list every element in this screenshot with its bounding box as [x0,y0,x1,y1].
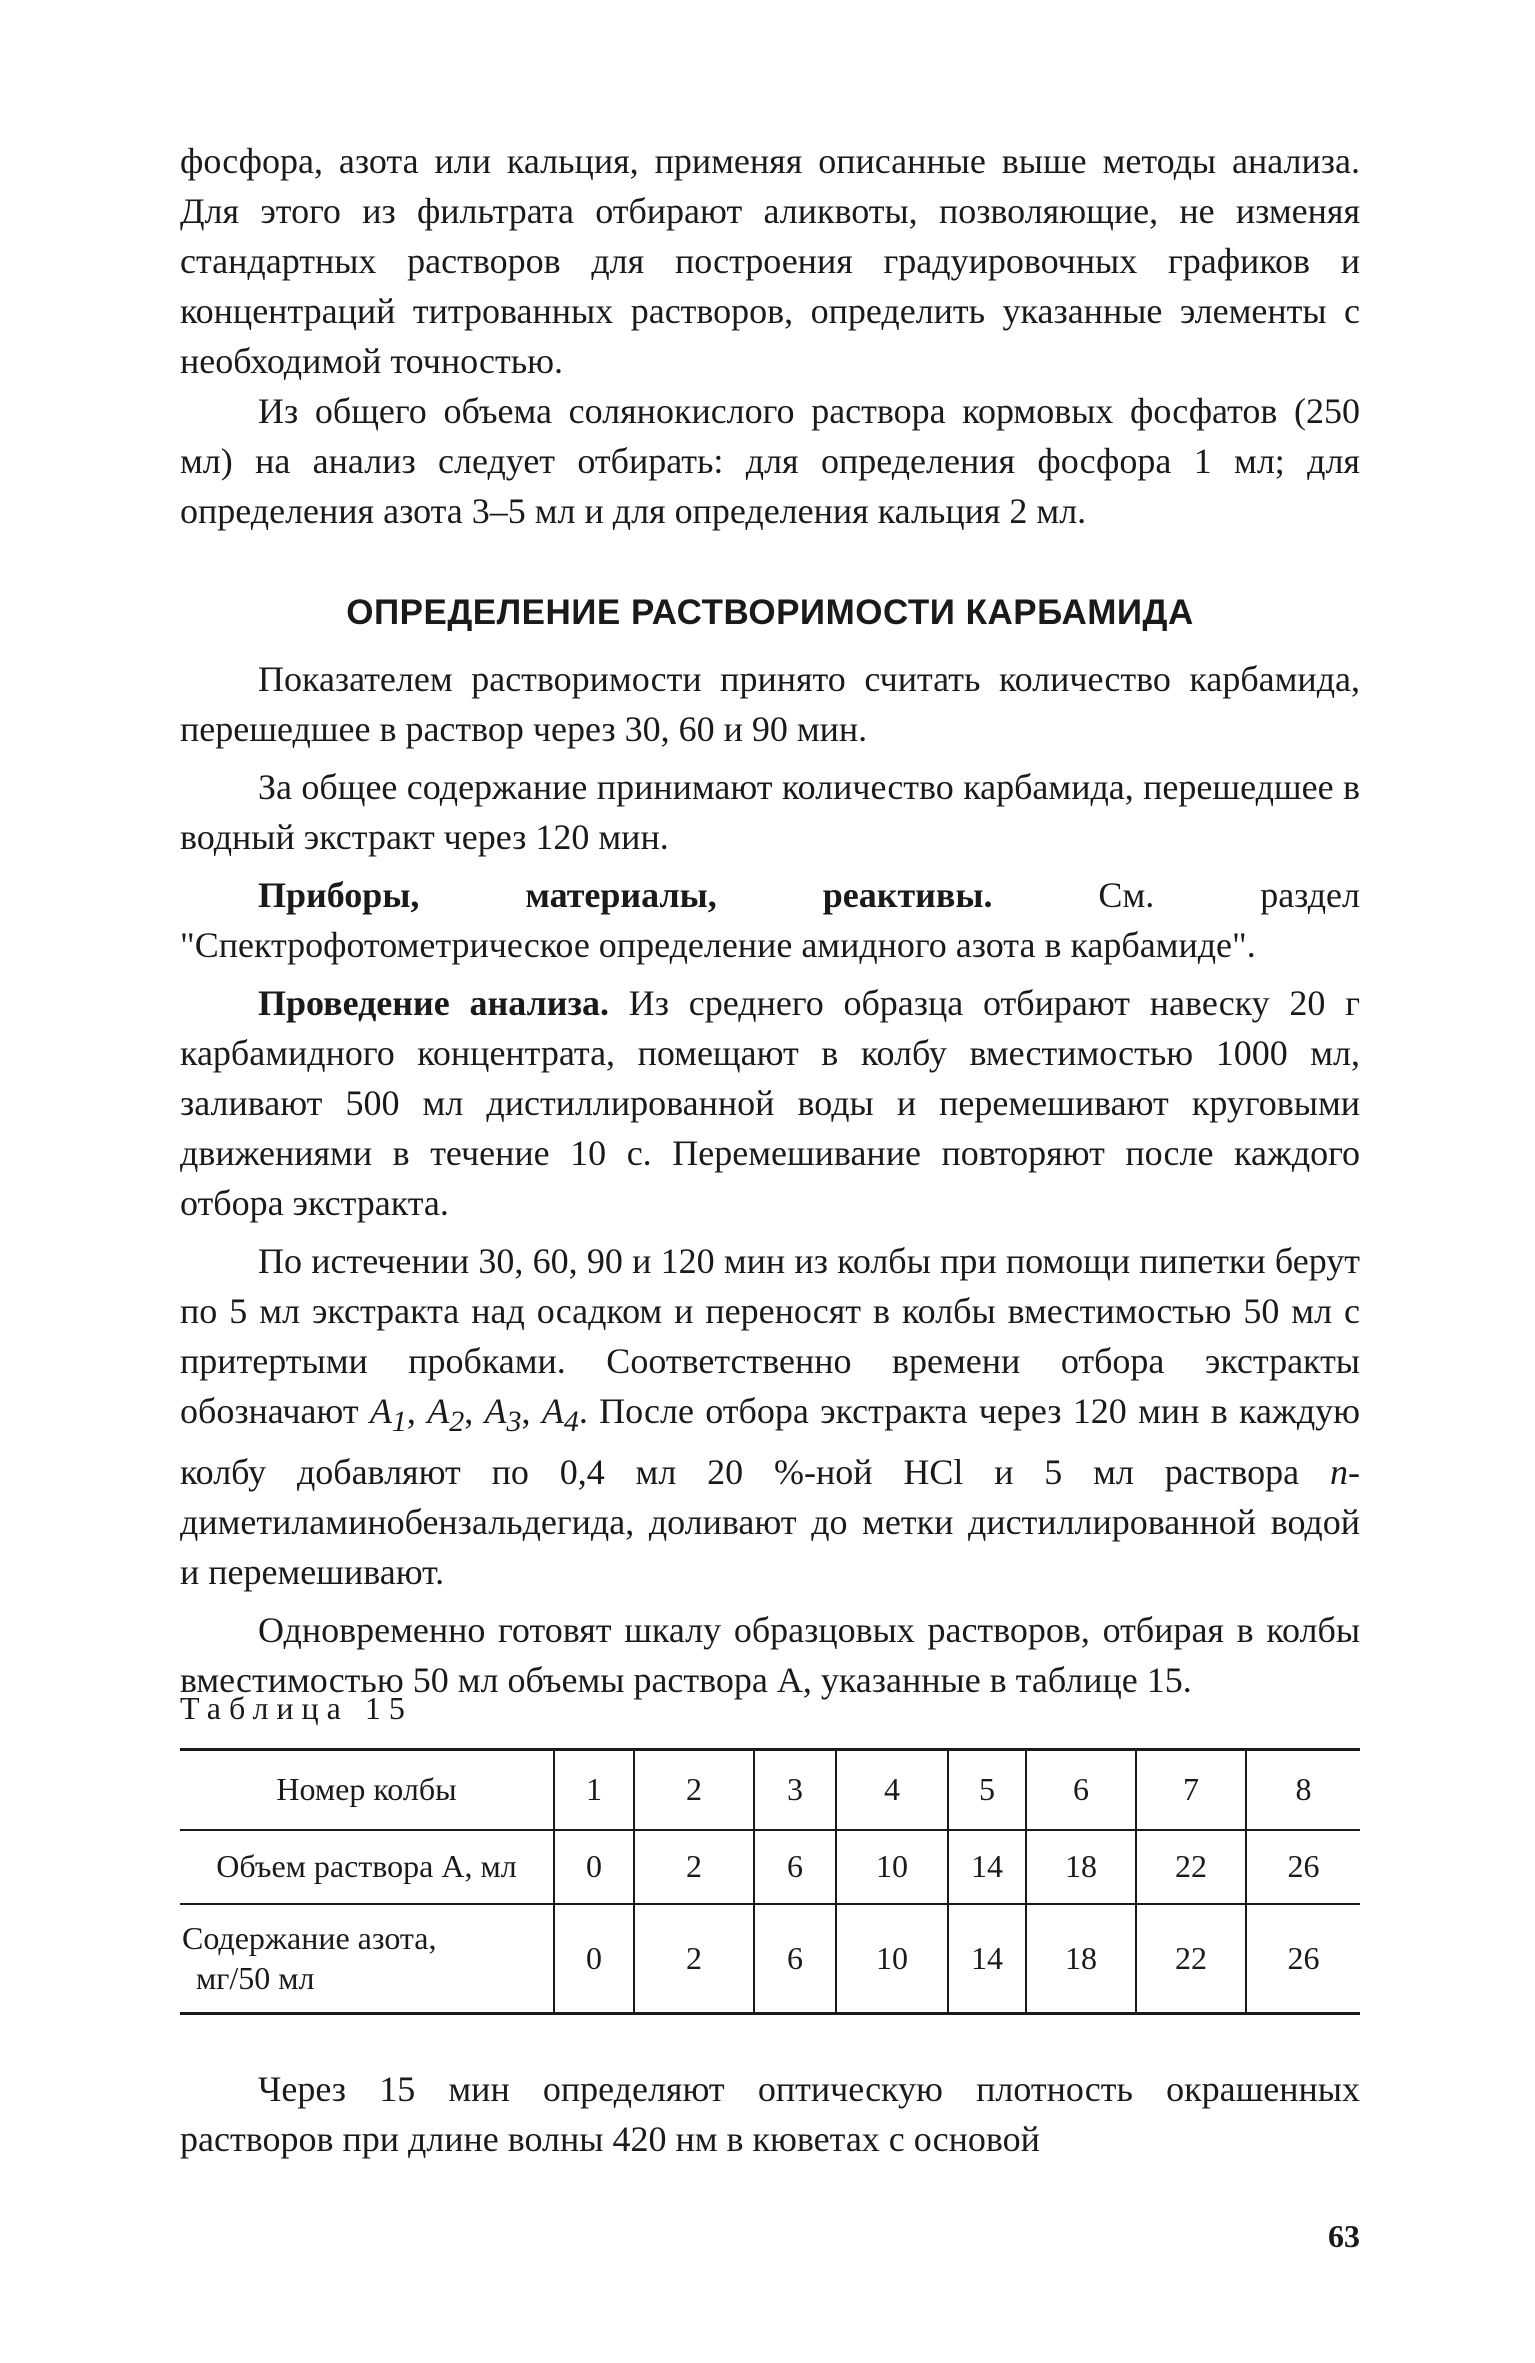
paragraph-scale: Одновременно готовят шкалу образцовых растворов, отбирая в колбы вместимостью 50 мл объемы раствора А, указанные в таблице 15. [180,1610,1360,1701]
symbol-a2: $A_2$ [427,1391,465,1439]
paragraph-sampling: По истечении 30, 60, 90 и 120 мин из колбы при помощи пипетки берут по 5 мл экстракта над осадком и переносят в колбы вместимостью 50 мл с притертыми пробками. Соответственно времени отбора экстракты обозначают $A_1$, $A_2$, $A_3$, $A_4$. После отбора экстракта через 120 мин в каждую колбу добавляют по 0,4 мл 20 %-ной HCl и 5 мл раствора n-диметиламинобензальдегида, доливают до метки дистиллированной водой и перемешивают. [180,1241,1361,1593]
section-heading-block [180,588,1360,638]
text-block-main [180,654,1360,1705]
symbol-a3: $A_3$ [484,1391,522,1439]
table-cell: 0 [554,1830,634,1904]
table-caption: Таблица 15 [180,1690,413,1726]
procedure-text: Из среднего образца отбирают навеску 20 г карбамидного концентрата, помещают в колбу вместимостью 1000 мл, заливают 500 мл дистиллированной воды и перемешивают круговыми движениями в течение 10 с. Перемешивание повторяют после каждого отбора экстракта. [180,983,1360,1223]
table-row-label: Объем раствора А, мл [180,1830,554,1904]
paragraph-solubility-definition: Показателем растворимости принято считать количество карбамида, перешедшее в раствор через 30, 60 и 90 мин. [180,659,1360,749]
table-cell: 26 [1246,1830,1360,1904]
text-block-bottom [180,2064,1360,2164]
table-cell: 1 [554,1750,634,1830]
procedure-label: Проведение анализа. [258,983,609,1023]
symbol-a4: $A_4$ [541,1391,579,1439]
table-cell: 6 [754,1830,836,1904]
symbol-a1: $A_1$ [369,1391,407,1439]
page-number: 63 [1328,2218,1360,2254]
table-cell: 2 [634,1830,754,1904]
table-row-label: Содержание азота, мг/50 мл [180,1904,554,2014]
section-heading: ОПРЕДЕЛЕНИЕ РАСТВОРИМОСТИ КАРБАМИДА [346,593,1194,632]
table-cell: 22 [1136,1830,1246,1904]
table-row-label: Номер колбы [180,1750,554,1830]
equipment-label: Приборы, материалы, реактивы. [258,875,993,915]
table-cell: 2 [634,1750,754,1830]
table-block [180,1748,1360,2015]
table-cell: 2 [634,1904,754,2014]
table-row [180,1750,1360,1830]
equipment-text: См. раздел "Спектрофотометрическое определение амидного азота в карбамиде". [180,875,1360,965]
sampling-text-a: По истечении 30, 60, 90 и 120 мин из колбы при помощи пипетки берут по 5 мл экстракта над осадком и переносят в колбы вместимостью 50 мл с притертыми пробками. Соответственно времени отбора экстракты обозначают [180,1241,1360,1431]
sampling-text-c: -диметиламинобензальдегида, доливают до метки дистиллированной водой и перемешивают. [180,1452,1360,1593]
table-cell: 14 [948,1830,1026,1904]
table-row [180,1904,1360,2014]
table-cell: 6 [754,1904,836,2014]
table-cell: 7 [1136,1750,1246,1830]
table-cell: 5 [948,1750,1026,1830]
paragraph-total-content: За общее содержание принимают количество карбамида, перешедшее в водный экстракт через 120 мин. [180,767,1360,857]
table-cell: 14 [948,1904,1026,2014]
data-table [180,1748,1360,2015]
table-cell: 6 [1026,1750,1136,1830]
reagent-prefix: n [1330,1452,1348,1493]
table-cell: 22 [1136,1904,1246,2014]
paragraph-optical-density: Через 15 мин определяют оптическую плотность окрашенных растворов при длине волны 420 нм в кюветах с основой [180,2069,1360,2159]
table-cell: 10 [836,1904,948,2014]
table-cell: 18 [1026,1904,1136,2014]
table-cell: 0 [554,1904,634,2014]
sampling-text-b: . После отбора экстракта через 120 мин в каждую колбу добавляют по 0,4 мл 20 %-ной HCl и 5 мл раствора [180,1391,1361,1493]
table-cell: 4 [836,1750,948,1830]
table-caption-block [180,1683,1360,1733]
table-cell: 18 [1026,1830,1136,1904]
text-block-top [180,136,1360,536]
table-cell: 3 [754,1750,836,1830]
paragraph-continuation: фосфора, азота или кальция, применяя описанные выше методы анализа. Для этого из фильтрата отбирают аликвоты, позволяющие, не изменяя стандартных растворов для построения градуировочных графиков и концентраций титрованных растворов, определить указанные элементы с необходимой точностью. [180,141,1360,381]
paragraph-phosphate-volumes: Из общего объема солянокислого раствора кормовых фосфатов (250 мл) на анализ следует отбирать: для определения фосфора 1 мл; для определения азота 3–5 мл и для определения кальция 2 мл. [180,391,1360,531]
table-row [180,1830,1360,1904]
paragraph-equipment [180,870,1360,970]
paragraph-procedure [180,978,1360,1228]
table-cell: 26 [1246,1904,1360,2014]
table-cell: 10 [836,1830,948,1904]
table-cell: 8 [1246,1750,1360,1830]
